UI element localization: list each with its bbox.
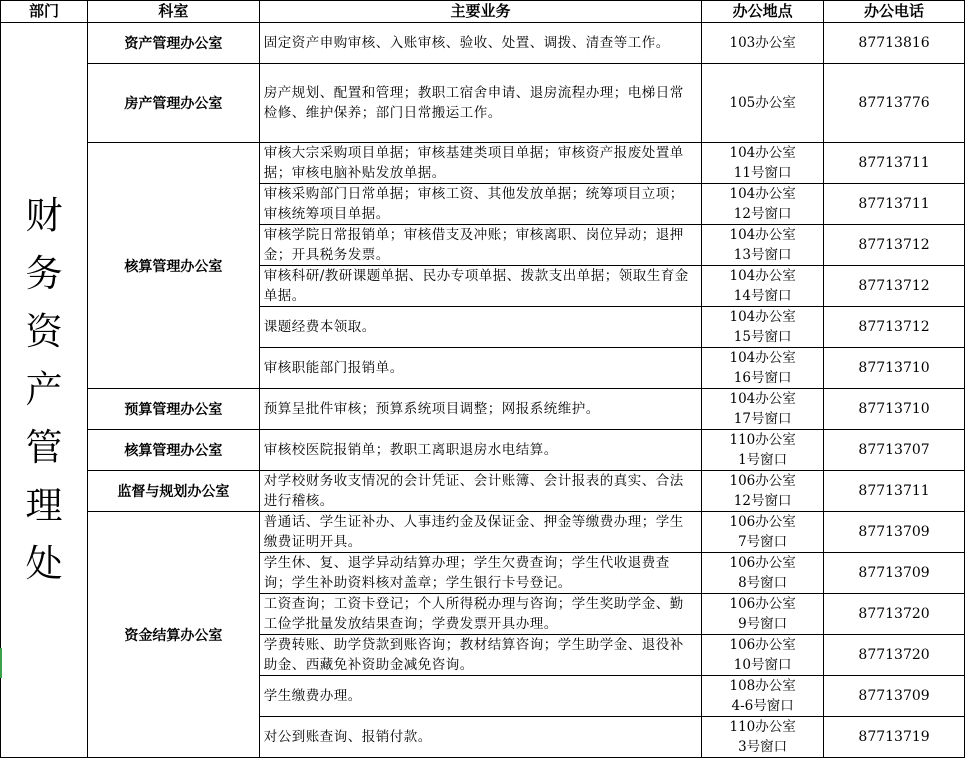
office-cell: 预算管理办公室 [87, 389, 259, 430]
business-cell: 课题经费本领取。 [259, 307, 701, 348]
header-office: 科室 [87, 1, 259, 23]
location-room: 106办公室 [729, 514, 796, 530]
header-location: 办公地点 [702, 1, 824, 23]
location-room: 105办公室 [729, 95, 796, 111]
location-window: 11号窗口 [733, 165, 792, 181]
location-cell [702, 471, 824, 512]
phone-cell: 87713712 [824, 225, 965, 266]
location-room: 104办公室 [729, 145, 796, 161]
location-room: 106办公室 [729, 637, 796, 653]
office-cell: 资产管理办公室 [87, 23, 259, 64]
office-cell: 核算管理办公室 [87, 430, 259, 471]
location-cell [702, 389, 824, 430]
location-cell [702, 553, 824, 594]
location-window: 3号窗口 [738, 739, 788, 755]
business-cell: 审核大宗采购项目单据；审核基建类项目单据；审核资产报废处置单据；审核电脑补贴发放单据。 [259, 143, 701, 184]
location-cell [702, 512, 824, 553]
location-room: 110办公室 [729, 432, 796, 448]
phone-cell: 87713710 [824, 389, 965, 430]
location-window: 17号窗口 [733, 411, 792, 427]
table-row [1, 389, 965, 430]
business-cell: 房产规划、配置和管理；教职工宿舍申请、退房流程办理；电梯日常检修、维护保养；部门日常搬运工作。 [259, 64, 701, 143]
header-phone: 办公电话 [824, 1, 965, 23]
phone-cell: 87713711 [824, 143, 965, 184]
location-window: 1号窗口 [738, 452, 788, 468]
phone-cell: 87713720 [824, 594, 965, 635]
location-room: 106办公室 [729, 473, 796, 489]
location-cell [702, 225, 824, 266]
location-cell [702, 430, 824, 471]
location-window: 14号窗口 [733, 288, 792, 304]
phone-cell: 87713711 [824, 471, 965, 512]
phone-cell: 87713709 [824, 553, 965, 594]
phone-cell: 87713712 [824, 266, 965, 307]
business-cell: 工资查询；工资卡登记；个人所得税办理与咨询；学生奖助学金、勤工俭学批量发放结果查询；学费发票开具办理。 [259, 594, 701, 635]
table-row [1, 430, 965, 471]
location-room: 103办公室 [729, 35, 796, 51]
business-cell: 审核采购部门日常单据；审核工资、其他发放单据；统筹项目立项；审核统筹项目单据。 [259, 184, 701, 225]
location-room: 110办公室 [729, 719, 796, 735]
phone-cell: 87713709 [824, 676, 965, 717]
phone-cell: 87713719 [824, 717, 965, 758]
location-room: 108办公室 [729, 678, 796, 694]
table-row [1, 143, 965, 184]
office-cell: 监督与规划办公室 [87, 471, 259, 512]
location-cell [702, 64, 824, 143]
business-cell: 审核科研/教研课题单据、民办专项单据、拨款支出单据；领取生育金单据。 [259, 266, 701, 307]
phone-cell: 87713712 [824, 307, 965, 348]
location-room: 104办公室 [729, 309, 796, 325]
business-cell: 学生缴费办理。 [259, 676, 701, 717]
business-cell: 审核校医院报销单；教职工离职退房水电结算。 [259, 430, 701, 471]
location-window: 16号窗口 [733, 370, 792, 386]
phone-cell: 87713710 [824, 348, 965, 389]
business-cell: 对公到账查询、报销付款。 [259, 717, 701, 758]
location-cell [702, 676, 824, 717]
location-window: 9号窗口 [738, 616, 788, 632]
location-room: 106办公室 [729, 596, 796, 612]
business-cell: 固定资产申购审核、入账审核、验收、处置、调拨、清查等工作。 [259, 23, 701, 64]
location-cell [702, 717, 824, 758]
location-cell [702, 266, 824, 307]
location-room: 104办公室 [729, 227, 796, 243]
office-cell: 房产管理办公室 [87, 64, 259, 143]
location-room: 104办公室 [729, 268, 796, 284]
business-cell: 审核职能部门报销单。 [259, 348, 701, 389]
location-cell [702, 23, 824, 64]
location-window: 10号窗口 [733, 657, 792, 673]
table-row [1, 23, 965, 64]
location-cell [702, 594, 824, 635]
location-window: 12号窗口 [733, 206, 792, 222]
location-cell [702, 348, 824, 389]
business-cell: 学费转账、助学贷款到账咨询；教材结算咨询；学生助学金、退役补助金、西藏免补资助金减免咨询。 [259, 635, 701, 676]
phone-cell: 87713711 [824, 184, 965, 225]
header-business: 主要业务 [259, 1, 701, 23]
selection-marker [0, 648, 2, 678]
table-row [1, 512, 965, 553]
location-cell [702, 184, 824, 225]
phone-cell: 87713720 [824, 635, 965, 676]
location-cell [702, 143, 824, 184]
location-window: 8号窗口 [738, 575, 788, 591]
location-cell [702, 307, 824, 348]
location-room: 106办公室 [729, 555, 796, 571]
location-window: 12号窗口 [733, 493, 792, 509]
table-row [1, 471, 965, 512]
business-cell: 审核学院日常报销单；审核借支及冲账；审核离职、岗位异动；退押金；开具税务发票。 [259, 225, 701, 266]
location-window: 15号窗口 [733, 329, 792, 345]
business-cell: 对学校财务收支情况的会计凭证、会计账簿、会计报表的真实、合法进行稽核。 [259, 471, 701, 512]
table-row [1, 64, 965, 143]
location-cell [702, 635, 824, 676]
location-window: 13号窗口 [733, 247, 792, 263]
business-cell: 学生休、复、退学异动结算办理；学生欠费查询；学生代收退费查询；学生补助资料核对盖章；学生银行卡号登记。 [259, 553, 701, 594]
office-cell: 核算管理办公室 [87, 143, 259, 389]
header-row [1, 1, 965, 23]
location-room: 104办公室 [729, 391, 796, 407]
location-window: 4-6号窗口 [731, 698, 794, 714]
header-dept: 部门 [1, 1, 88, 23]
business-cell: 普通话、学生证补办、人事违约金及保证金、押金等缴费办理；学生缴费证明开具。 [259, 512, 701, 553]
phone-cell: 87713707 [824, 430, 965, 471]
business-cell: 预算呈批件审核；预算系统项目调整；网报系统维护。 [259, 389, 701, 430]
phone-cell: 87713816 [824, 23, 965, 64]
department-cell [1, 23, 88, 758]
department-name: 财务资产管理处 [25, 194, 63, 585]
phone-cell: 87713776 [824, 64, 965, 143]
location-room: 104办公室 [729, 186, 796, 202]
location-window: 7号窗口 [738, 534, 788, 550]
office-cell: 资金结算办公室 [87, 512, 259, 758]
phone-cell: 87713709 [824, 512, 965, 553]
location-room: 104办公室 [729, 350, 796, 366]
